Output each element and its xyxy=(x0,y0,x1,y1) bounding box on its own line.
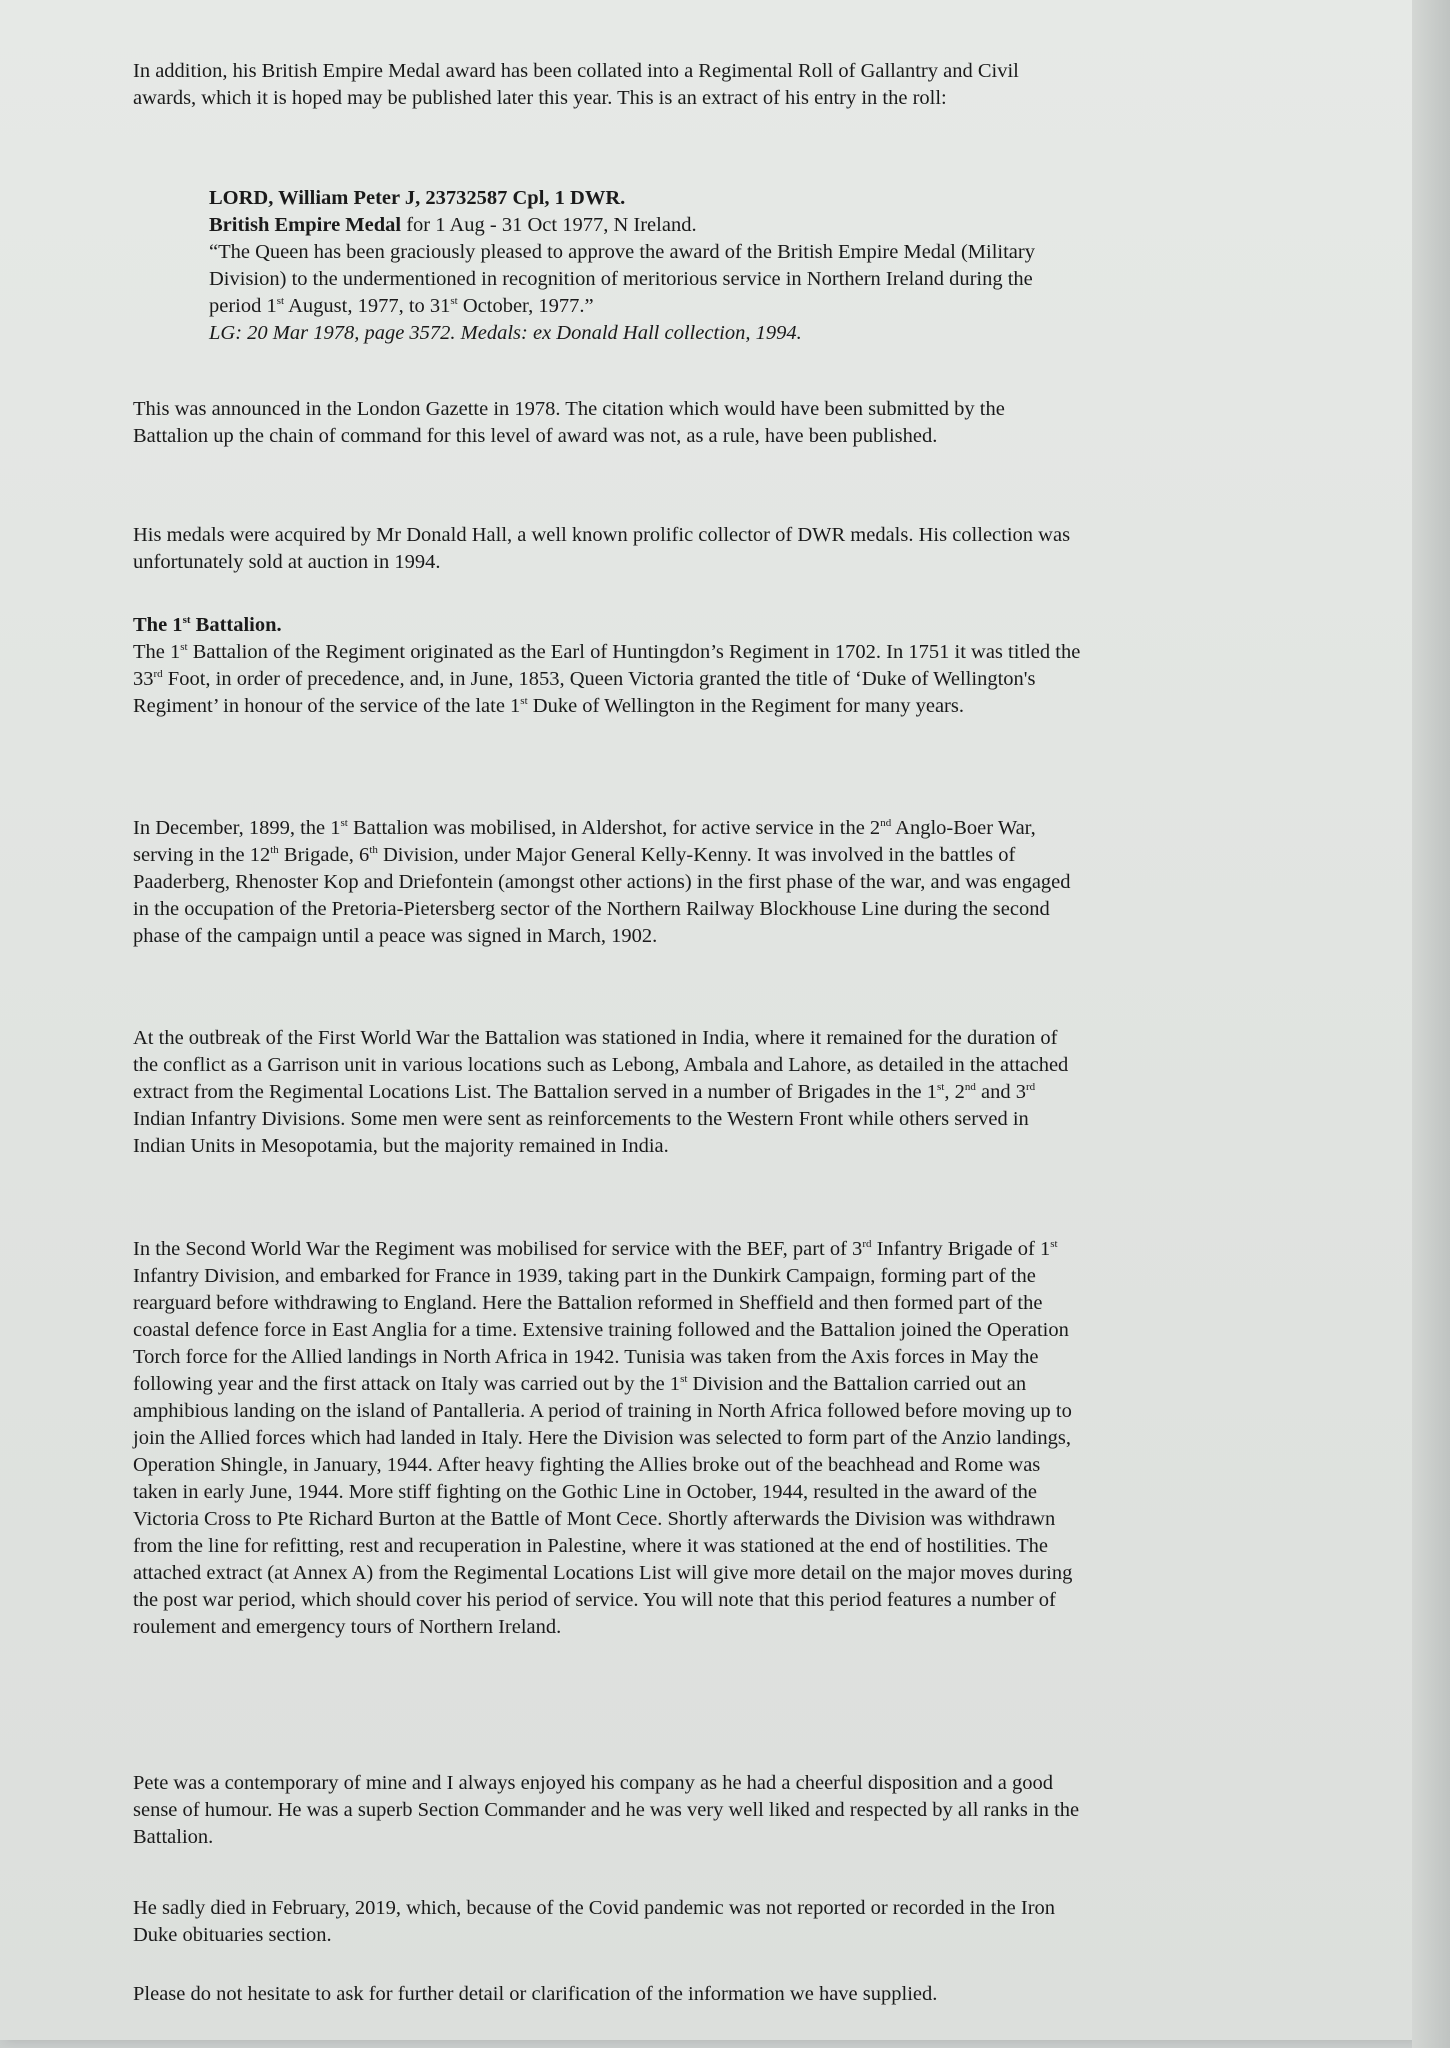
text-run: Brigade, 6 xyxy=(278,844,370,866)
roll-entry-gazette: LG: 20 Mar 1978, page 3572. Medals: ex Donald Hall collection, 1994. xyxy=(209,322,802,344)
ordinal-suffix: st xyxy=(276,295,285,308)
citation-part: August, 1977, to 31 xyxy=(284,295,451,317)
text-run: In December, 1899, the 1 xyxy=(133,817,341,839)
roll-entry-name: LORD, William Peter J, 23732587 Cpl, 1 DWR. xyxy=(209,187,626,209)
page-stack-edge xyxy=(1412,0,1450,2048)
text-run: Battalion of the Regiment originated as the Earl of Huntingdon’s Regiment in 1702. In 1751 it was titled the 33 xyxy=(133,641,1081,690)
text-run: In the Second World War the Regiment was mobilised for service with the BEF, part of 3 xyxy=(133,1238,863,1260)
citation-part: “The Queen has been graciously pleased to approve the award of the British Empire Medal (Military Division) to the undermentioned in recognition of meritorious service in Northern Ireland during the period 1 xyxy=(209,241,1035,317)
ordinal-suffix: st xyxy=(180,641,188,654)
text-run: Infantry Division, and embarked for France in 1939, taking part in the Dunkirk Campaign, forming part of the rearguard before withdrawing to England. Here the Battalion reformed in Sheffield and then formed part of the coastal defence force in East Anglia for a time. Extensive training followed and the Battalion joined the Operation Torch force for the Allied landings in North Africa in 1942. Tunisia was taken from the Axis forces in May the following year and the first attack on Italy was carried out by the 1 xyxy=(133,1265,1069,1395)
contemporary-paragraph: Pete was a contemporary of mine and I always enjoyed his company as he had a cheerful disposition and a good sense of humour. He was a superb Section Commander and he was very well liked and respected by all ranks in the Battalion. xyxy=(133,1772,1080,1848)
text-run: At the outbreak of the First World War the Battalion was stationed in India, where it remained for the duration of the conflict as a Garrison unit in various locations such as Lebong, Ambala and Lahore, as detailed in the attached extract from the Regimental Locations List. The Battalion served in a number of Brigades in the 1 xyxy=(133,1027,1069,1103)
ordinal-suffix: st xyxy=(340,817,348,830)
intro-paragraph: In addition, his British Empire Medal award has been collated into a Regimental Roll of Gallantry and Civil awards, which it is hoped may be published later this year. This is an extract of his entry in the roll: xyxy=(133,60,1019,109)
gazette-paragraph: This was announced in the London Gazette in 1978. The citation which would have been submitted by the Battalion up the chain of command for this level of award was not, as a rule, have been published. xyxy=(133,398,1005,447)
history-boer-war-paragraph xyxy=(133,815,1083,950)
text-run: Anglo-Boer War, serving in the 12 xyxy=(133,817,1036,866)
ordinal-suffix: th xyxy=(270,844,279,857)
ordinal-suffix: st xyxy=(937,1081,945,1094)
medal-label: British Empire Medal xyxy=(209,214,402,236)
ordinal-suffix: st xyxy=(680,1373,688,1386)
ordinal-suffix: nd xyxy=(964,1081,976,1094)
text-run: Battalion was mobilised, in Aldershot, for active service in the 2 xyxy=(347,817,881,839)
history-ww2-paragraph xyxy=(133,1236,1083,1641)
ordinal-suffix: th xyxy=(369,844,378,857)
ordinal-suffix: st xyxy=(450,295,458,308)
ordinal-suffix: st xyxy=(1050,1238,1058,1251)
ordinal-suffix: rd xyxy=(862,1238,872,1251)
roll-entry-citation xyxy=(209,239,1089,320)
text-run: Division and the Battalion carried out an amphibious landing on the island of Pantalleria. A period of training in North Africa followed before moving up to join the Allied forces which had landed in Italy. Here the Division was selected to form part of the Anzio landings, Operation Shingle, in January, 1944. After heavy fighting the Allies broke out of the beachhead and Rome was taken in early June, 1944. More stiff fighting on the Gothic Line in October, 1944, resulted in the award of the Victoria Cross to Pte Richard Burton at the Battle of Mont Cece. Shortly afterwards the Division was withdrawn from the line for refitting, rest and recuperation in Palestine, where it was stationed at the end of hostilities. The attached extract (at Annex A) from the Regimental Locations List will give more detail on the major moves during the post war period, which should cover his period of service. You will note that this period features a number of roulement and emergency tours of Northern Ireland. xyxy=(133,1373,1073,1638)
text-run: Foot, in order of precedence, and, in June, 1853, Queen Victoria granted the title of ‘Duke of Wellington's Regiment’ in honour of the service of the late 1 xyxy=(133,668,1036,717)
collection-paragraph: His medals were acquired by Mr Donald Hall, a well known prolific collector of DWR medals. His collection was unfortunately sold at auction in 1994. xyxy=(133,524,1071,573)
roll-entry xyxy=(209,185,1089,347)
ordinal-suffix: rd xyxy=(1025,1081,1036,1094)
text-run: and 3 xyxy=(975,1081,1026,1103)
text-run: Division, under Major General Kelly-Kenny. It was involved in the battles of Paaderberg, Rhenoster Kop and Driefontein (amongst other actions) in the first phase of the war, and was engaged in the occupation of the Pretoria-Pietersberg sector of the Northern Railway Blockhouse Line during the second phase of the campaign until a peace was signed in March, 1902. xyxy=(133,844,1071,947)
request-paragraph: Please do not hesitate to ask for further detail or clarification of the information we have supplied. xyxy=(133,1983,938,2005)
heading-part: The 1 xyxy=(133,614,183,636)
text-run: Indian Infantry Divisions. Some men were sent as reinforcements to the Western Front while others served in Indian Units in Mesopotamia, but the majority remained in India. xyxy=(133,1108,1029,1157)
roll-entry-medal xyxy=(209,212,1089,239)
text-run: , 2 xyxy=(944,1081,965,1103)
ordinal-suffix: rd xyxy=(153,668,163,681)
heading-part: Battalion. xyxy=(190,614,282,636)
battalion-heading xyxy=(133,612,1083,639)
ordinal-suffix: st xyxy=(182,614,191,627)
text-run: Duke of Wellington in the Regiment for many years. xyxy=(527,695,964,717)
medal-period: for 1 Aug - 31 Oct 1977, N Ireland. xyxy=(401,214,697,236)
history-origin-paragraph xyxy=(133,639,1083,720)
history-ww1-paragraph xyxy=(133,1025,1083,1160)
died-paragraph: He sadly died in February, 2019, which, because of the Covid pandemic was not reported or recorded in the Iron Duke obituaries section. xyxy=(133,1897,1056,1946)
text-run: Infantry Brigade of 1 xyxy=(871,1238,1051,1260)
citation-part: October, 1977.” xyxy=(457,295,594,317)
text-run: The 1 xyxy=(133,641,181,663)
ordinal-suffix: nd xyxy=(880,817,892,830)
ordinal-suffix: st xyxy=(520,695,528,708)
